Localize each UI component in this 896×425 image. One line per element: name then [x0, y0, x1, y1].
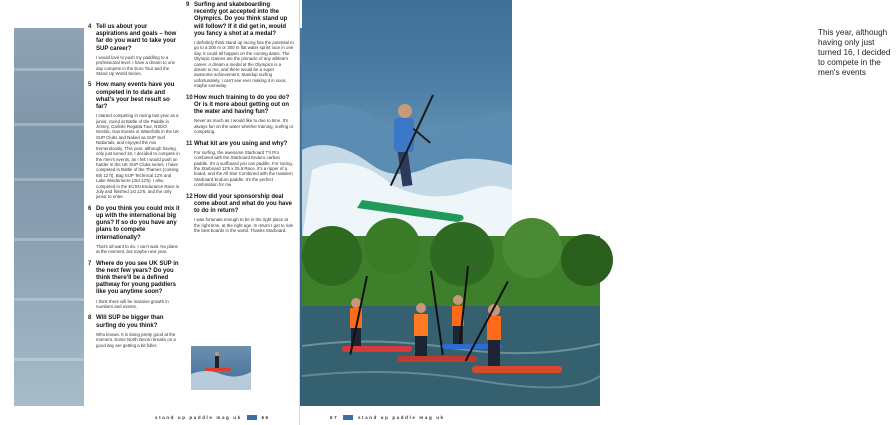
magazine-logo-icon	[343, 415, 353, 420]
answer-text: I think there will be massive growth in numbers and events.	[96, 298, 169, 309]
answer-text: Never as much as I would like to due to time. It's always fun on the water whether training, surfing or competing.	[194, 118, 294, 135]
question-number: 12	[186, 193, 193, 200]
question-number: 5	[88, 82, 92, 89]
answer-text: That's all want to do. I can't wait. No plans at the moment, but maybe next year.	[96, 243, 178, 255]
question-number: 8	[88, 315, 92, 322]
question-block	[186, 194, 294, 236]
sea-photo-strip	[14, 28, 84, 406]
answer-text: For surfing, the awesome Starboard 7'4 Pro combined with the Starboard Enduro carbon paddle. It's a surfboard you can paddle. For racing, the Starboard 12'6 x 25.5 Race. It's a ripper of a board, and the All Star Combined with the Hasdem Starboard Enduro paddle. It's the perfect combination for me.	[194, 149, 293, 188]
footer-text: stand up paddle mag uk	[155, 415, 242, 420]
answer-text: I would love to push my paddling to a professional level. I have a dream to one day compete in the Euro Tour and the Stand Up World Series.	[96, 54, 176, 77]
answer-text: Who knows. It is doing pretty good at the moment. Some North Devon breaks on a good day are getting a bit fuller.	[96, 331, 176, 348]
footer-text: stand up paddle mag uk	[357, 415, 445, 420]
question-title: What kit are you using and why?	[194, 140, 288, 147]
question-title: How much training to do you do? Or is it more about getting out on the water and having fun?	[194, 94, 290, 116]
question-title: Will SUP be bigger than surfing do you think?	[96, 315, 164, 329]
page-number: 66	[261, 415, 270, 420]
question-number: 11	[186, 140, 193, 147]
question-block	[186, 2, 294, 91]
answer-text: I definitely think stand up racing has the potential to go to a 200 m or 300 m flat water sprint race in one day. It could all happen on the coming dates. The Olympic Games are the pinnacle of any athlete's career. A dream a medal at the Olympics is a dream to me, and there would be a super awesome achievement. Standup surfing unfortunately, I can't see ever making it in soon, maybe someday.	[194, 40, 294, 89]
left-page	[0, 0, 300, 425]
question-column-right	[186, 2, 294, 235]
question-column-left	[88, 24, 180, 350]
race-photo	[302, 236, 600, 406]
answer-text: I started competing in racing last year as a junior, raced at Battle of the Paddle in Jersey, Carlisle Regatta Tour, NSDO Worlds, Gas Events in Waterfalls in the UK SUP Clubs and Naked as SUP Surf Nationals, and enjoyed the mix tremendously. This year, although having only just turned 16, I decided to compete in the men's events, as I felt I would push on harder in the UK SUP Clubs series. I have competed in Battle of the Thames (coming 6th 12 ft), Bag SUP Technical 12'6 and Lake Windermere (3rd 12'6). I also competed in the ECSN Endurance Race in July and finished 1st 12'6, and the only junior to enter.	[96, 113, 180, 200]
question-number: 6	[88, 205, 92, 212]
question-title: How many events have you competed in to date and what's your best result so far?	[96, 82, 175, 111]
question-number: 4	[88, 24, 92, 30]
question-title: Tell us about your aspirations and goals – how far do you want to take your SUP career?	[96, 24, 177, 52]
question-block	[88, 24, 180, 78]
page-footer	[330, 415, 445, 420]
question-title: How did your sponsorship deal come about and what do you have to do in return?	[194, 193, 293, 214]
question-block	[88, 206, 180, 257]
question-block	[186, 141, 294, 190]
question-title: Where do you see UK SUP in the next few years? Do you think there'll be a defined pathway for young paddlers like you anytime soon?	[96, 260, 179, 296]
page-footer	[155, 415, 270, 420]
question-number: 7	[88, 260, 92, 267]
question-number: 10	[186, 94, 193, 101]
page-number: 67	[330, 415, 339, 420]
question-block	[88, 82, 180, 201]
question-block	[88, 315, 180, 350]
inline-surf-photo	[191, 346, 251, 390]
question-title: Do you think you could mix it up with the international big guns? If so do you have any plans to compete internationally?	[96, 205, 180, 241]
answer-text: I was fortunate enough to be in the right place at the right time, at the right age. In return I get to ride the best boards in the world. Thanks Starboard.	[194, 217, 294, 233]
question-number: 9	[186, 2, 190, 8]
surfing-photo	[302, 0, 512, 240]
pull-quote-caption: This year, although having only just turned 16, I decided to compete in the men's events	[818, 28, 891, 77]
question-block	[88, 261, 180, 312]
magazine-logo-icon	[247, 415, 257, 420]
question-block	[186, 95, 294, 137]
question-title: Surfing and skateboarding recently got accepted into the Olympics. Do you think stand up will follow? If it did get in, would you fancy a shot at a medal?	[194, 2, 288, 37]
